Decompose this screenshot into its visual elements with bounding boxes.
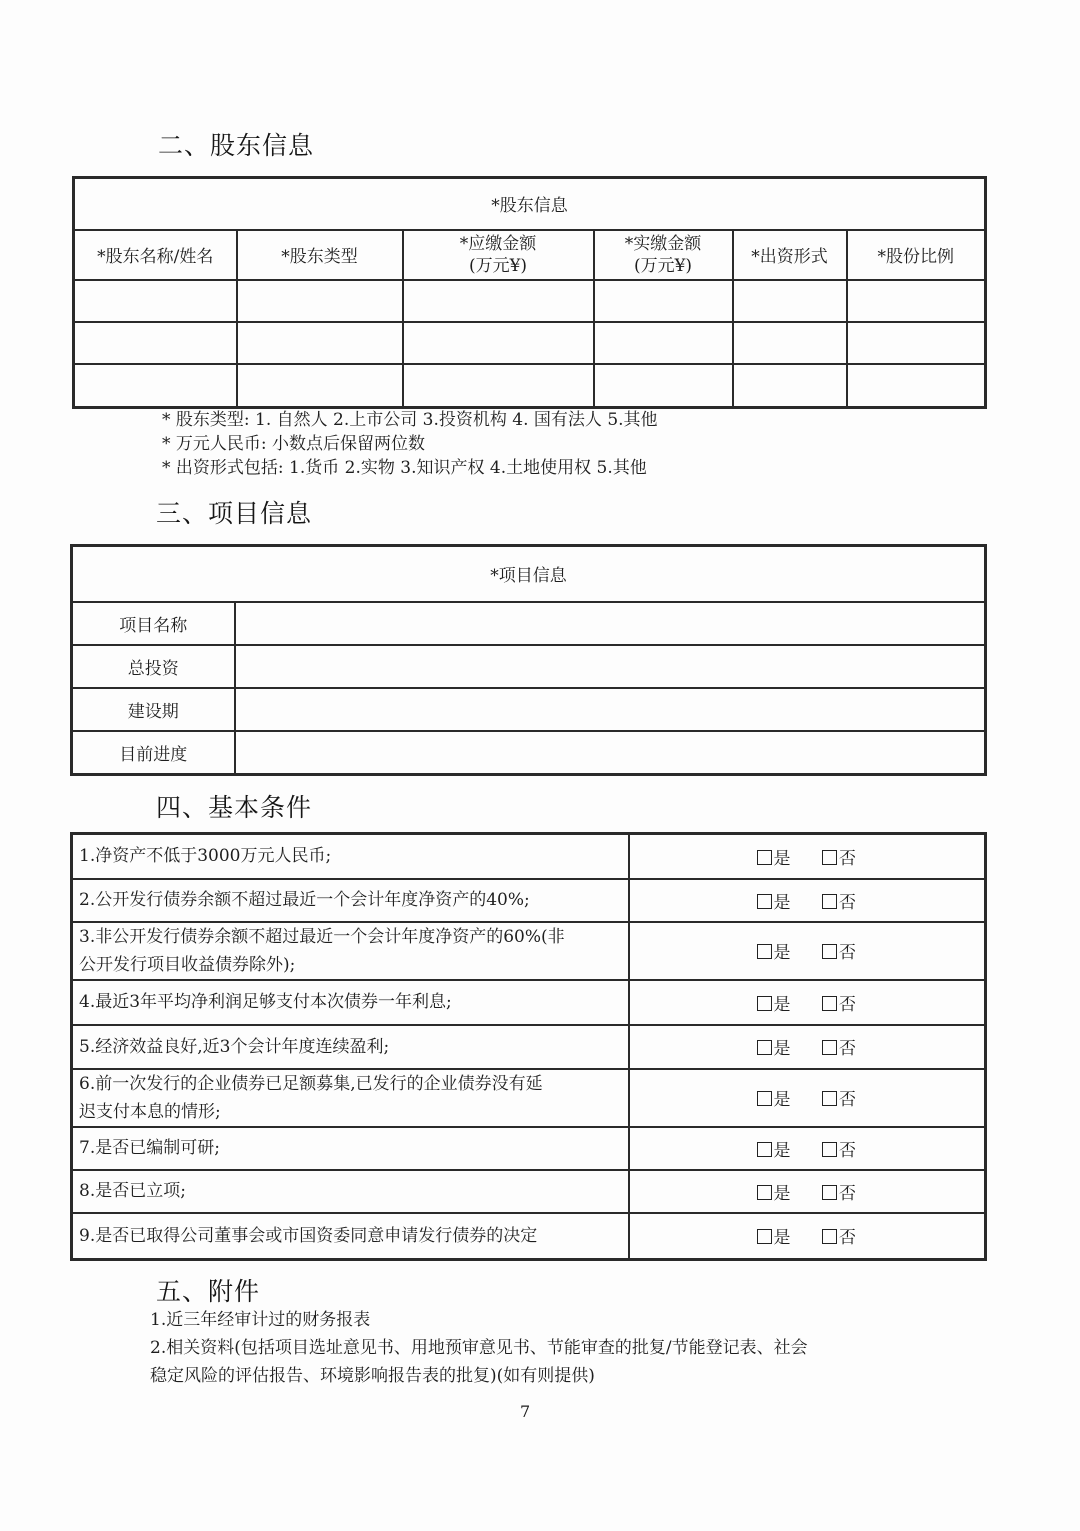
- conditions-table: [70, 832, 987, 1261]
- condition-4-text: 4.最近3年平均净利润足够支付本次债券一年利息;: [72, 980, 629, 1025]
- condition-1-text: 1.净资产不低于3000万元人民币;: [72, 834, 629, 879]
- table-cell[interactable]: [594, 280, 733, 322]
- condition-2-options: [629, 879, 986, 922]
- table-cell[interactable]: [237, 322, 403, 364]
- table-row: [72, 688, 986, 731]
- no-option[interactable]: 否: [822, 1090, 857, 1110]
- table-row: [72, 731, 986, 775]
- header-shareholder-name: *股东名称/姓名: [74, 230, 237, 280]
- no-option[interactable]: 否: [822, 1184, 857, 1204]
- yes-option[interactable]: 是: [757, 1228, 792, 1248]
- label-construction-period: 建设期: [72, 688, 235, 731]
- table-cell[interactable]: [403, 280, 594, 322]
- checkbox-icon[interactable]: [757, 1185, 772, 1200]
- condition-row: [72, 879, 986, 922]
- table-cell[interactable]: [847, 322, 986, 364]
- condition-row: [72, 1213, 986, 1260]
- table-cell[interactable]: [74, 322, 237, 364]
- checkbox-icon[interactable]: [757, 1091, 772, 1106]
- table-cell[interactable]: [733, 322, 847, 364]
- note-contribution-form: * 出资形式包括: 1.货币 2.实物 3.知识产权 4.土地使用权 5.其他: [162, 458, 647, 478]
- condition-5-text: 5.经济效益良好,近3个会计年度连续盈利;: [72, 1025, 629, 1069]
- checkbox-icon[interactable]: [822, 1040, 837, 1055]
- table-cell[interactable]: [74, 364, 237, 408]
- condition-6-options: [629, 1069, 986, 1127]
- header-amount-due: *应缴金额 (万元¥): [403, 230, 594, 280]
- checkbox-icon[interactable]: [822, 850, 837, 865]
- condition-9-options: [629, 1213, 986, 1260]
- condition-3-text: 3.非公开发行债券余额不超过最近一个会计年度净资产的60%(非 公开发行项目收益债券除外);: [72, 922, 629, 980]
- condition-5-options: [629, 1025, 986, 1069]
- no-option[interactable]: 否: [822, 943, 857, 963]
- table-cell[interactable]: [594, 364, 733, 408]
- section-conditions-title: 四、基本条件: [156, 793, 313, 822]
- page-number: 7: [520, 1402, 531, 1421]
- table-cell[interactable]: [847, 280, 986, 322]
- shareholder-table-title: *股东信息: [74, 178, 986, 230]
- condition-8-text: 8.是否已立项;: [72, 1170, 629, 1213]
- yes-option[interactable]: 是: [757, 943, 792, 963]
- no-option[interactable]: 否: [822, 1228, 857, 1248]
- project-table: [70, 544, 987, 776]
- table-cell[interactable]: [237, 280, 403, 322]
- checkbox-icon[interactable]: [822, 894, 837, 909]
- section-attachments-title: 五、附件: [156, 1277, 261, 1306]
- checkbox-icon[interactable]: [822, 996, 837, 1011]
- condition-row: [72, 1127, 986, 1170]
- note-shareholder-type: * 股东类型: 1. 自然人 2.上市公司 3.投资机构 4. 国有法人 5.其他: [162, 410, 658, 430]
- yes-option[interactable]: 是: [757, 1141, 792, 1161]
- condition-3-options: [629, 922, 986, 980]
- checkbox-icon[interactable]: [822, 1091, 837, 1106]
- checkbox-icon[interactable]: [757, 850, 772, 865]
- header-share-ratio: *股份比例: [847, 230, 986, 280]
- no-option[interactable]: 否: [822, 1141, 857, 1161]
- checkbox-icon[interactable]: [822, 1142, 837, 1157]
- checkbox-icon[interactable]: [822, 1185, 837, 1200]
- condition-row: [72, 1069, 986, 1127]
- table-cell[interactable]: [403, 322, 594, 364]
- table-cell[interactable]: [594, 322, 733, 364]
- condition-2-text: 2.公开发行债券余额不超过最近一个会计年度净资产的40%;: [72, 879, 629, 922]
- condition-7-options: [629, 1127, 986, 1170]
- condition-8-options: [629, 1170, 986, 1213]
- note-currency-precision: * 万元人民币: 小数点后保留两位数: [162, 434, 426, 454]
- condition-4-options: [629, 980, 986, 1025]
- condition-6-text: 6.前一次发行的企业债券已足额募集,已发行的企业债券没有延 迟支付本息的情形;: [72, 1069, 629, 1127]
- table-cell[interactable]: [403, 364, 594, 408]
- section-project-title: 三、项目信息: [156, 499, 313, 528]
- no-option[interactable]: 否: [822, 1039, 857, 1059]
- table-cell[interactable]: [74, 280, 237, 322]
- table-cell[interactable]: [733, 364, 847, 408]
- table-row: [74, 322, 986, 364]
- no-option[interactable]: 否: [822, 995, 857, 1015]
- condition-row: [72, 834, 986, 879]
- attachment-item: 1.近三年经审计过的财务报表: [150, 1310, 371, 1330]
- condition-row: [72, 1025, 986, 1069]
- shareholder-table: [72, 176, 987, 409]
- attachment-list: [150, 1306, 808, 1390]
- yes-option[interactable]: 是: [757, 849, 792, 869]
- header-contribution-form: *出资形式: [733, 230, 847, 280]
- project-table-title: *项目信息: [72, 546, 986, 602]
- current-progress-field[interactable]: [235, 731, 986, 775]
- total-investment-field[interactable]: [235, 645, 986, 688]
- attachment-item: 稳定风险的评估报告、环境影响报告表的批复)(如有则提供): [150, 1366, 595, 1386]
- table-cell[interactable]: [237, 364, 403, 408]
- project-name-field[interactable]: [235, 602, 986, 645]
- construction-period-field[interactable]: [235, 688, 986, 731]
- header-amount-paid: *实缴金额 (万元¥): [594, 230, 733, 280]
- checkbox-icon[interactable]: [757, 1142, 772, 1157]
- yes-option[interactable]: 是: [757, 893, 792, 913]
- no-option[interactable]: 否: [822, 893, 857, 913]
- attachment-item: 2.相关资料(包括项目选址意见书、用地预审意见书、节能审查的批复/节能登记表、社会: [150, 1338, 808, 1358]
- label-project-name: 项目名称: [72, 602, 235, 645]
- table-cell[interactable]: [847, 364, 986, 408]
- checkbox-icon[interactable]: [822, 944, 837, 959]
- condition-row: [72, 922, 986, 980]
- yes-option[interactable]: 是: [757, 995, 792, 1015]
- label-total-investment: 总投资: [72, 645, 235, 688]
- yes-option[interactable]: 是: [757, 1090, 792, 1110]
- table-row: [72, 602, 986, 645]
- header-shareholder-type: *股东类型: [237, 230, 403, 280]
- checkbox-icon[interactable]: [757, 996, 772, 1011]
- label-current-progress: 目前进度: [72, 731, 235, 775]
- checkbox-icon[interactable]: [757, 894, 772, 909]
- checkbox-icon[interactable]: [822, 1229, 837, 1244]
- section-shareholder-title: 二、股东信息: [158, 131, 315, 160]
- condition-7-text: 7.是否已编制可研;: [72, 1127, 629, 1170]
- table-cell[interactable]: [733, 280, 847, 322]
- condition-9-text: 9.是否已取得公司董事会或市国资委同意申请发行债券的决定: [72, 1213, 629, 1260]
- table-row: [72, 645, 986, 688]
- table-row: [74, 280, 986, 322]
- yes-option[interactable]: 是: [757, 1039, 792, 1059]
- shareholder-notes: [162, 408, 658, 480]
- yes-option[interactable]: 是: [757, 1184, 792, 1204]
- checkbox-icon[interactable]: [757, 1229, 772, 1244]
- condition-row: [72, 980, 986, 1025]
- table-row: [74, 364, 986, 408]
- condition-row: [72, 1170, 986, 1213]
- condition-1-options: [629, 834, 986, 879]
- no-option[interactable]: 否: [822, 849, 857, 869]
- checkbox-icon[interactable]: [757, 944, 772, 959]
- checkbox-icon[interactable]: [757, 1040, 772, 1055]
